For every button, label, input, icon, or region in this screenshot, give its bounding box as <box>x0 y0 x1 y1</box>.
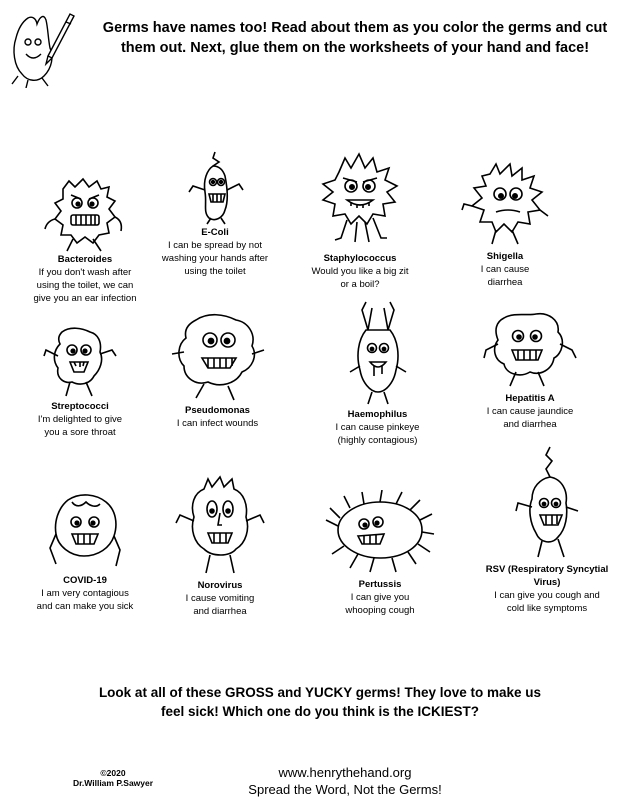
slogan: Spread the Word, Not the Germs! <box>248 782 442 797</box>
germ-description: Would you like a big zit or a boil? <box>311 266 409 290</box>
germ-name: E-Coli <box>201 227 229 238</box>
copyright-year: ©2020 <box>100 768 126 778</box>
germ-card-shigella <box>455 160 555 289</box>
germ-description: I can be spread by not washing your hands after using the toilet <box>161 240 269 277</box>
germ-name: Pertussis <box>358 579 402 590</box>
website-link[interactable]: www.henrythehand.org <box>278 765 412 780</box>
streptococci-germ-icon <box>40 320 120 400</box>
haemophilus-germ-icon <box>346 300 410 408</box>
germ-description: I can cause diarrhea <box>480 264 530 288</box>
germ-name: Pseudomonas <box>185 405 250 416</box>
germ-card-bacteroides <box>30 175 140 305</box>
germ-card-hepatitis-a <box>475 308 585 431</box>
germ-card-staphylococcus <box>305 152 415 291</box>
bacteroides-germ-icon <box>43 175 127 253</box>
germ-description: I can cause jaundice and diarrhea <box>486 406 574 430</box>
germ-name: Bacteroides <box>57 254 113 265</box>
germ-description: I can give you whooping cough <box>345 592 415 616</box>
author-name: Dr.William P.Sawyer <box>72 778 154 788</box>
germ-name: Hepatitis A <box>505 393 555 404</box>
germ-description: I can give you cough and cold like symptoms <box>494 590 600 614</box>
germ-description: I can infect wounds <box>176 418 259 429</box>
germ-name: Shigella <box>486 251 524 262</box>
germ-description: If you don't wash after using the toilet, we can give you an ear infection <box>33 267 137 304</box>
closing-question: Look at all of these GROSS and YUCKY germs! They love to make us feel sick! Which one do you think is the ICKIEST? <box>98 685 542 719</box>
germ-card-haemophilus <box>320 300 435 447</box>
germ-description: I'm delighted to give you a sore throat <box>37 414 123 438</box>
covid-19-germ-icon <box>42 488 128 574</box>
germ-description: I cause vomiting and diarrhea <box>185 593 255 617</box>
mascot-hand-with-pencil-icon <box>4 4 76 88</box>
footer <box>180 764 510 798</box>
hepatitis-a-germ-icon <box>480 308 580 392</box>
germ-description: I am very contagious and can make you sick <box>36 588 134 612</box>
pseudomonas-germ-icon <box>168 308 268 404</box>
rsv-germ-icon <box>512 445 582 563</box>
germ-name: COVID-19 <box>63 575 107 586</box>
germ-name: Staphylococcus <box>323 253 397 264</box>
germ-description: I can cause pinkeye (highly contagious) <box>335 422 420 446</box>
germ-card-pertussis <box>320 490 440 617</box>
shigella-germ-icon <box>460 160 550 250</box>
germ-card-pseudomonas <box>160 308 275 430</box>
germ-name: Norovirus <box>197 580 243 591</box>
germ-card-e-coli <box>155 150 275 278</box>
pertussis-germ-icon <box>324 490 436 578</box>
germ-card-streptococci <box>25 320 135 439</box>
germ-name: RSV (Respiratory Syncytial Virus) <box>485 564 609 588</box>
germ-card-rsv <box>482 445 612 615</box>
germ-card-covid-19 <box>30 488 140 613</box>
e-coli-germ-icon <box>185 150 245 226</box>
staphylococcus-germ-icon <box>317 152 403 252</box>
norovirus-germ-icon <box>172 475 268 579</box>
germ-name: Haemophilus <box>347 409 408 420</box>
germ-name: Streptococci <box>51 401 109 412</box>
intro-instructions: Germs have names too! Read about them as you color the germs and cut them out. Next, glue them on the worksheets of your hand and face! <box>102 20 608 56</box>
germ-card-norovirus <box>160 475 280 618</box>
copyright <box>48 768 178 788</box>
